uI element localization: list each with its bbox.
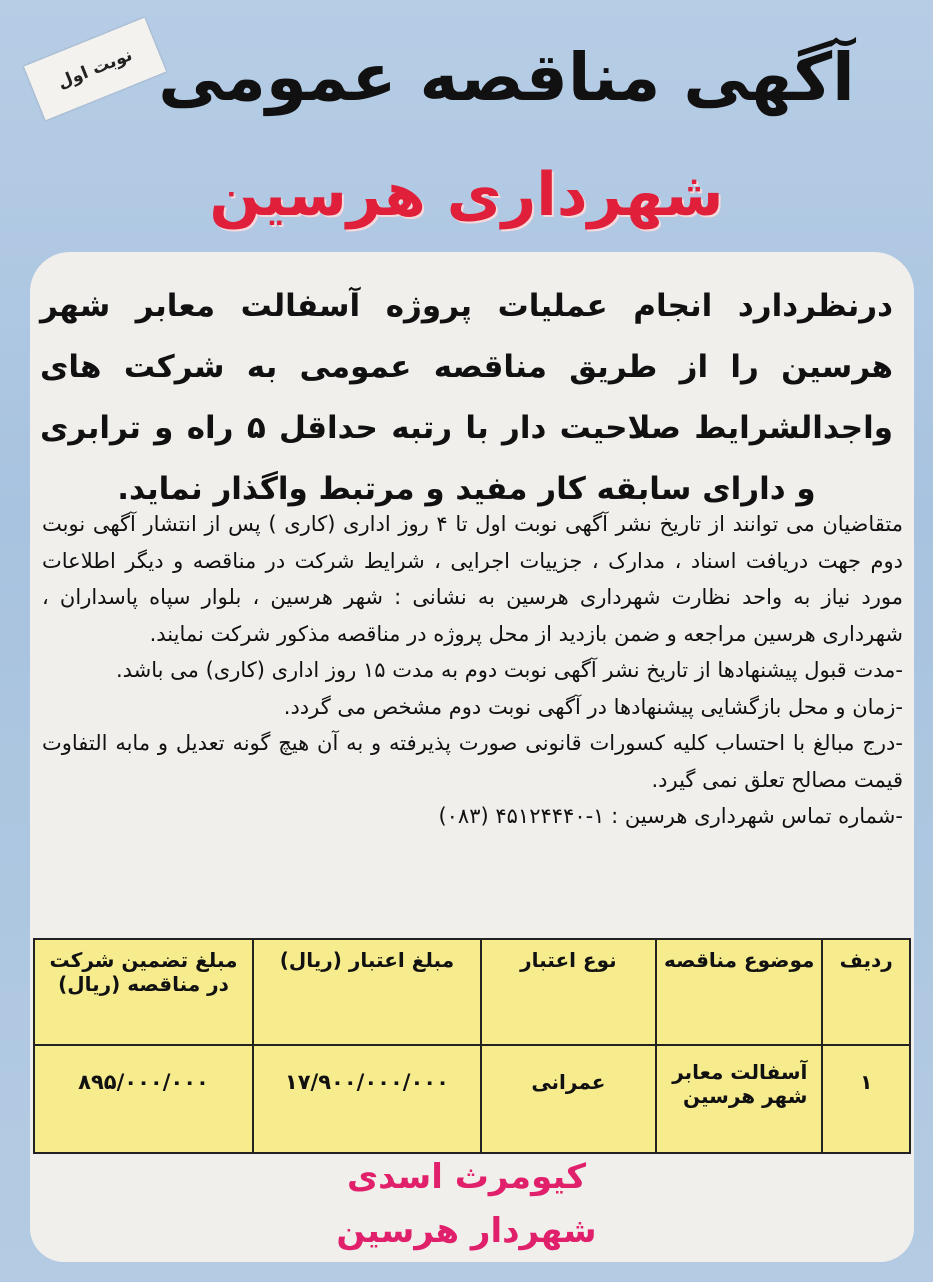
table-header-row (34, 939, 910, 1045)
signer-name: کیومرث اسدی (346, 1157, 587, 1197)
header-index: ردیف (822, 939, 910, 1045)
paragraph-applicants: متقاضیان می توانند از تاریخ نشر آگهی نوبت اول تا ۴ روز اداری (کاری ) پس از انتشار آگهی نوبت دوم جهت دریافت اسناد ، مدارک ، جزییات اجرایی ، شرایط شرکت در مناقصه و دیگر اطلاعات مورد نیاز به واحد نظارت شهرداری هرسین به نشانی : شهر هرسین ، بلوار سپاه پاسداران ، شهرداری هرسین مراجعه و ضمن بازدید از محل پروژه در مناقصه مذکور شرکت نمایند. (42, 512, 903, 646)
cell-subject: آسفالت معابر شهر هرسین (656, 1045, 822, 1153)
header-credit-amount: مبلغ اعتبار (ریال) (253, 939, 481, 1045)
paragraph-opening: -زمان و محل بازگشایی پیشنهادها در آگهی نوبت دوم مشخص می گردد. (283, 694, 903, 719)
signature-block (200, 1150, 733, 1258)
ad-title: آگهی مناقصه عمومی (158, 39, 855, 116)
cell-credit-amount: ۱۷/۹۰۰/۰۰۰/۰۰۰ (253, 1045, 481, 1153)
cell-index: ۱ (822, 1045, 910, 1153)
tender-table (33, 938, 911, 1138)
intro-text: درنظردارد انجام عملیات پروژه آسفالت معابر شهر هرسین را از طریق مناقصه عمومی به شرکت های واجدالشرایط صلاحیت دار با رتبه حداقل ۵ راه و ترابری و دارای سابقه کار مفید و مرتبط واگذار نماید. (40, 288, 893, 507)
ad-subtitle: شهرداری هرسین (209, 160, 724, 230)
header-credit-type: نوع اعتبار (481, 939, 656, 1045)
paragraph-contact: -شماره تماس شهرداری هرسین : ۱-۴۵۱۲۴۴۴۰ (۰۸۳) (438, 804, 903, 828)
header-subject: موضوع مناقصه (656, 939, 822, 1045)
body-text (42, 506, 903, 835)
stamp-first-notice: نوبت اول (24, 18, 166, 120)
header-guarantee-amount: مبلغ تضمین شرکت در مناقصه (ریال) (34, 939, 253, 1045)
cell-guarantee-amount: ۸۹۵/۰۰۰/۰۰۰ (34, 1045, 253, 1153)
cell-credit-type: عمرانی (481, 1045, 656, 1153)
paragraph-amounts: -درج مبالغ با احتساب کلیه کسورات قانونی صورت پذیرفته و به آن هیچ گونه تعدیل و مابه التفاوت قیمت مصالح تعلق نمی گیرد. (42, 731, 903, 792)
signer-role: شهردار هرسین (336, 1211, 597, 1251)
paragraph-deadline: -مدت قبول پیشنهادها از تاریخ نشر آگهی نوبت دوم به مدت ۱۵ روز اداری (کاری) می باشد. (115, 658, 903, 682)
table-row (34, 1045, 910, 1153)
